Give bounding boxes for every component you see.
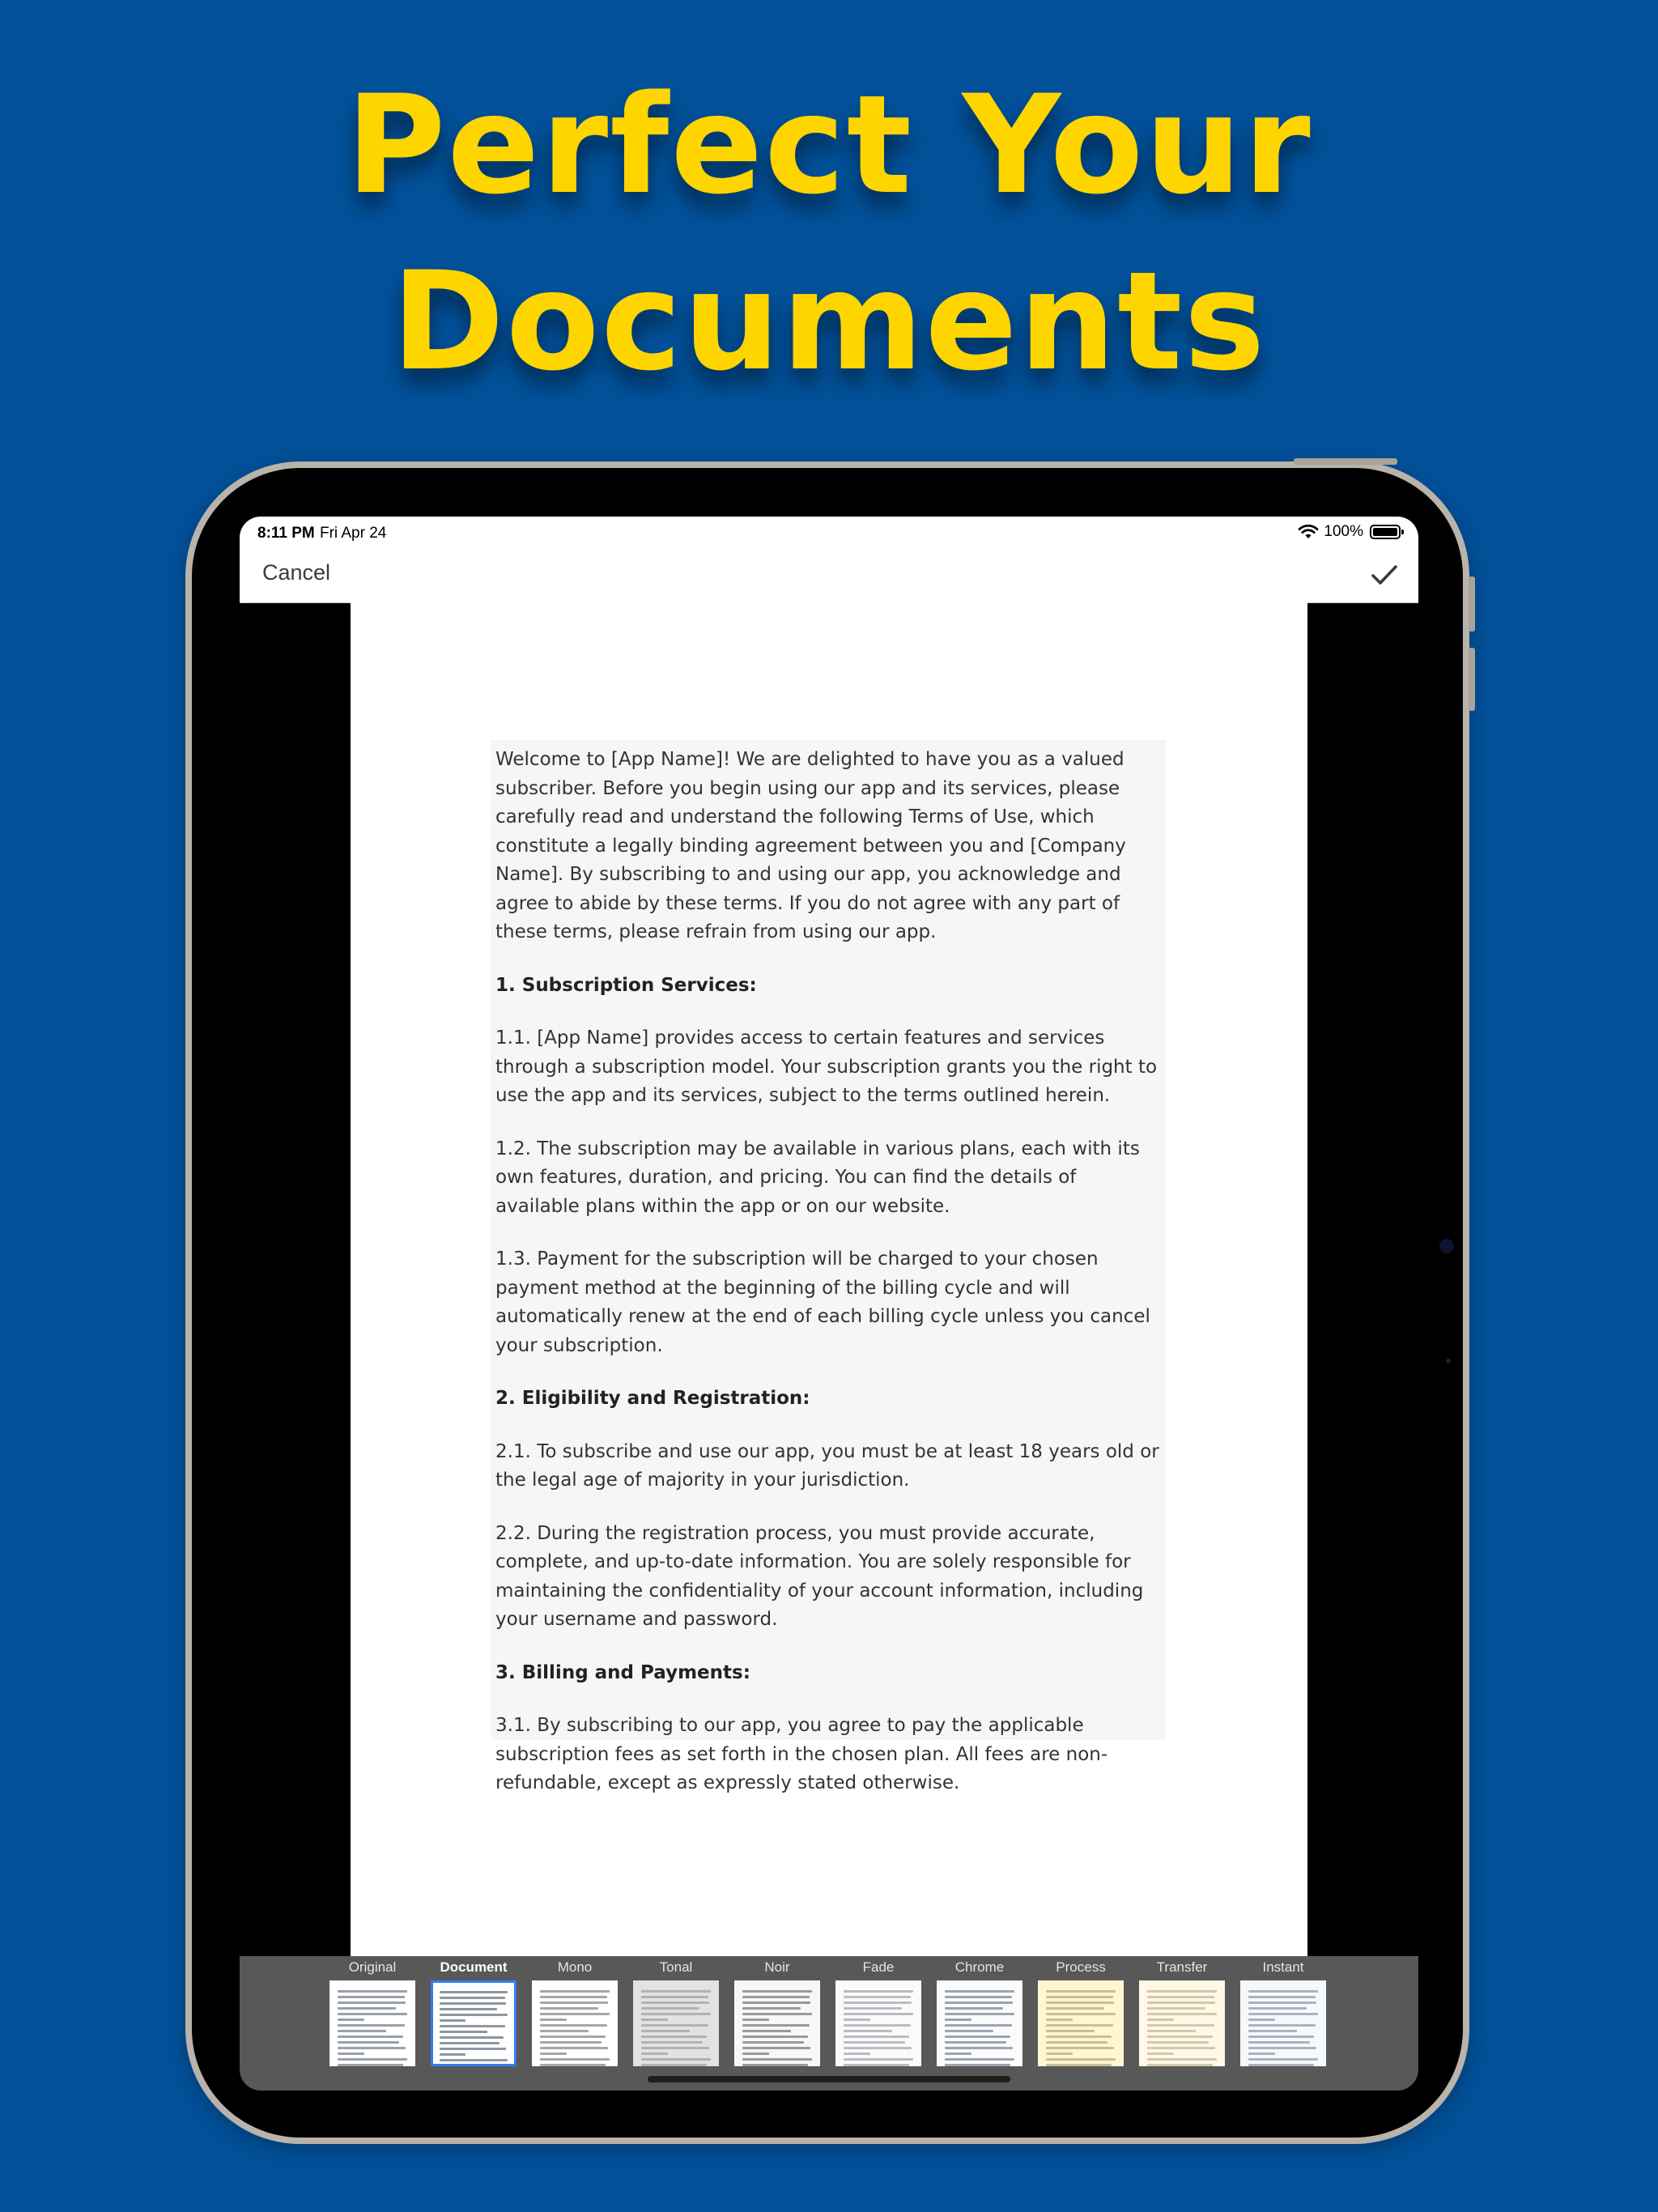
filter-label: Mono [557, 1959, 593, 1975]
filter-label: Document [440, 1959, 508, 1975]
thumbnail-text-line [844, 2058, 913, 2061]
thumbnail-text-line [1147, 2058, 1217, 2061]
thumbnail-text-line [844, 2047, 912, 2049]
section-heading: 1. Subscription Services: [495, 974, 757, 996]
nav-bar [240, 551, 1418, 603]
thumbnail-text-line [641, 2035, 707, 2038]
thumbnail-text-line [338, 2035, 403, 2038]
headline [0, 57, 1658, 410]
thumbnail-text-line [742, 2058, 812, 2061]
filter-label: Fade [862, 1959, 895, 1975]
thumbnail-text-line [1248, 2041, 1310, 2044]
thumbnail-text-line [641, 2064, 707, 2066]
document-page [351, 602, 1307, 1956]
thumbnail-text-line [1046, 2064, 1112, 2066]
thumbnail-text-line [742, 2052, 769, 2055]
filter-mono[interactable] [532, 1956, 618, 2069]
wifi-icon [1298, 524, 1319, 540]
thumbnail-text-line [641, 2018, 668, 2021]
filter-thumbnail [1038, 1980, 1124, 2066]
filter-noir[interactable] [734, 1956, 820, 2069]
thumbnail-text-line [1248, 2047, 1316, 2049]
thumbnail-text-line [1147, 2024, 1214, 2027]
status-indicators [1298, 523, 1401, 541]
filter-thumbnail [1139, 1980, 1225, 2066]
status-bar [240, 517, 1418, 551]
thumbnail-text-line [1147, 2030, 1196, 2032]
power-button [1294, 458, 1397, 465]
document-paragraph: 2.2. During the registration process, you must provide accurate, complete, and up-to-date information. You are solely responsible for maintaining the confidentiality of your account information, including your username and password. [495, 1522, 1144, 1630]
headline-line-2: Documents [391, 242, 1267, 401]
thumbnail-text-line [440, 1997, 505, 1999]
thumbnail-text-line [338, 2064, 403, 2066]
thumbnail-text-line [742, 2007, 801, 2010]
thumbnail-text-line [1046, 2058, 1116, 2061]
filter-original[interactable] [329, 1956, 415, 2069]
filter-label: Chrome [954, 1959, 1005, 1975]
thumbnail-text-line [338, 2041, 399, 2044]
thumbnail-text-line [742, 1996, 810, 1998]
filter-document[interactable] [431, 1956, 517, 2069]
document-paragraph: 1.1. [App Name] provides access to certain features and services through a subscription model. Your subscription grants you the right to use the app and its services, subject to the terms outlined herein. [495, 1027, 1158, 1106]
filter-thumbnail [431, 1980, 517, 2066]
thumbnail-text-line [945, 2024, 1012, 2027]
filter-thumbnail [835, 1980, 921, 2066]
thumbnail-text-line [440, 2042, 500, 2044]
thumbnail-text-line [1248, 2018, 1275, 2021]
status-time: 8:11 PM [257, 525, 315, 542]
thumbnail-text-line [338, 1990, 407, 1993]
thumbnail-text-line [1046, 2018, 1073, 2021]
thumbnail-text-line [945, 2001, 1013, 2004]
thumbnail-text-line [338, 2030, 386, 2032]
thumbnail-text-line [641, 2030, 690, 2032]
thumbnail-text-line [641, 2052, 668, 2055]
thumbnail-text-line [641, 2001, 709, 2004]
thumbnail-text-line [540, 2007, 598, 2010]
filter-instant[interactable] [1240, 1956, 1326, 2069]
thumbnail-text-line [641, 2013, 711, 2015]
filter-label: Tonal [659, 1959, 693, 1975]
thumbnail-text-line [844, 1990, 913, 1993]
thumbnail-text-line [440, 2002, 506, 2005]
thumbnail-text-line [1046, 2047, 1114, 2049]
thumbnail-text-line [1046, 2052, 1073, 2055]
thumbnail-text-line [1248, 2058, 1318, 2061]
document-paragraph: 2.1. To subscribe and use our app, you must be at least 18 years old or the legal age of majority in your jurisdiction. [495, 1440, 1159, 1491]
thumbnail-text-line [540, 1990, 610, 1993]
filter-label: Process [1056, 1959, 1106, 1975]
thumbnail-text-line [945, 2018, 971, 2021]
thumbnail-text-line [844, 2007, 902, 2010]
thumbnail-text-line [844, 2052, 870, 2055]
thumbnail-text-line [844, 2001, 912, 2004]
thumbnail-text-line [1147, 2041, 1209, 2044]
thumbnail-text-line [1046, 2007, 1104, 2010]
thumbnail-text-line [540, 2035, 606, 2038]
thumbnail-text-line [641, 2058, 711, 2061]
thumbnail-text-line [540, 2001, 608, 2004]
thumbnail-text-line [1147, 2035, 1213, 2038]
thumbnail-text-line [1046, 2001, 1114, 2004]
thumbnail-text-line [1248, 2035, 1314, 2038]
document-paragraph: 1.3. Payment for the subscription will be charged to your chosen payment method at the beginning of the billing cycle and will automatically renew at the end of each billing cycle unless you cancel your subscription. [495, 1249, 1150, 1356]
thumbnail-text-line [1046, 2024, 1113, 2027]
thumbnail-text-line [1147, 2007, 1205, 2010]
thumbnail-text-line [641, 1996, 708, 1998]
filter-transfer[interactable] [1139, 1956, 1225, 2069]
thumbnail-text-line [641, 2041, 703, 2044]
volume-up-button [1469, 576, 1475, 632]
thumbnail-text-line [1046, 2030, 1095, 2032]
thumbnail-text-line [440, 2036, 504, 2039]
thumbnail-text-line [1147, 2064, 1213, 2066]
screen [240, 517, 1418, 2091]
thumbnail-text-line [945, 2052, 971, 2055]
thumbnail-text-line [1147, 2047, 1215, 2049]
thumbnail-text-line [945, 2013, 1014, 2015]
section-heading: 2. Eligibility and Registration: [495, 1388, 810, 1409]
thumbnail-text-line [1147, 2013, 1217, 2015]
thumbnail-text-line [1248, 2013, 1318, 2015]
filter-thumbnail [1240, 1980, 1326, 2066]
camera-dot [1439, 1239, 1454, 1253]
thumbnail-text-line [338, 2007, 396, 2010]
thumbnail-text-line [1046, 1996, 1113, 1998]
thumbnail-text-line [338, 2052, 364, 2055]
thumbnail-text-line [945, 2035, 1010, 2038]
thumbnail-text-line [540, 2013, 610, 2015]
thumbnail-text-line [742, 1990, 812, 1993]
thumbnail-text-line [945, 1990, 1014, 1993]
thumbnail-text-line [742, 2035, 808, 2038]
thumbnail-text-line [641, 2047, 709, 2049]
filter-label: Original [348, 1959, 397, 1975]
thumbnail-text-line [742, 2013, 812, 2015]
filter-tonal[interactable] [633, 1956, 719, 2069]
thumbnail-text-line [540, 1996, 607, 1998]
thumbnail-text-line [540, 2018, 567, 2021]
thumbnail-text-line [742, 2047, 810, 2049]
volume-down-button [1469, 648, 1475, 711]
thumbnail-text-line [1248, 2052, 1275, 2055]
thumbnail-text-line [1147, 1996, 1214, 1998]
thumbnail-text-line [945, 2064, 1010, 2066]
thumbnail-text-line [540, 2058, 610, 2061]
headline-line-1: Perfect Your [346, 66, 1312, 224]
thumbnail-text-line [844, 2035, 909, 2038]
document-text [491, 740, 1165, 1793]
thumbnail-text-line [945, 2058, 1014, 2061]
thumbnail-text-line [440, 2059, 508, 2061]
thumbnail-text-line [641, 1990, 711, 1993]
thumbnail-text-line [540, 2030, 589, 2032]
thumbnail-text-line [440, 2019, 466, 2022]
thumbnail-text-line [1248, 2064, 1314, 2066]
thumbnail-text-line [440, 1991, 508, 1993]
thumbnail-text-line [945, 2041, 1006, 2044]
sensor-dot [1446, 1359, 1451, 1363]
thumbnail-text-line [440, 2031, 487, 2033]
filter-label: Instant [1262, 1959, 1304, 1975]
thumbnail-text-line [945, 2007, 1003, 2010]
battery-icon [1370, 525, 1401, 539]
thumbnail-text-line [1147, 2018, 1174, 2021]
thumbnail-text-line [742, 2064, 808, 2066]
thumbnail-text-line [1147, 2052, 1174, 2055]
thumbnail-text-line [742, 2041, 804, 2044]
checkmark-icon[interactable] [1370, 562, 1399, 588]
filter-thumbnail [329, 1980, 415, 2066]
thumbnail-text-line [1248, 2001, 1316, 2004]
thumbnail-text-line [1248, 1996, 1316, 1998]
thumbnail-text-line [1248, 2030, 1297, 2032]
thumbnail-text-line [1147, 1990, 1217, 1993]
thumbnail-text-line [338, 2047, 406, 2049]
thumbnail-text-line [440, 2053, 466, 2056]
thumbnail-text-line [1248, 2024, 1316, 2027]
thumbnail-text-line [338, 2024, 405, 2027]
thumbnail-text-line [1046, 2035, 1112, 2038]
thumbnail-text-line [1046, 2013, 1116, 2015]
thumbnail-text-line [440, 2048, 506, 2050]
cancel-button[interactable]: Cancel [262, 560, 331, 585]
thumbnail-text-line [338, 2018, 364, 2021]
thumbnail-text-line [844, 2064, 909, 2066]
thumbnail-text-line [440, 2065, 504, 2066]
thumbnail-text-line [844, 2030, 892, 2032]
filter-strip [240, 1956, 1418, 2091]
battery-percentage: 100% [1324, 523, 1363, 540]
thumbnail-text-line [540, 2064, 606, 2066]
filter-fade[interactable] [835, 1956, 921, 2069]
thumbnail-text-line [945, 1996, 1012, 1998]
filter-thumbnail [937, 1980, 1022, 2066]
thumbnail-text-line [540, 2041, 602, 2044]
document-paragraph: 1.2. The subscription may be available in various plans, each with its own features, duration, and pricing. You can find the details of available plans within the app or on our website. [495, 1138, 1140, 1217]
thumbnail-text-line [945, 2030, 993, 2032]
thumbnail-text-line [1248, 1990, 1318, 1993]
thumbnail-text-line [844, 2013, 913, 2015]
thumbnail-text-line [641, 2007, 699, 2010]
thumbnail-text-line [742, 2001, 810, 2004]
filter-process[interactable] [1038, 1956, 1124, 2069]
thumbnail-text-line [742, 2024, 810, 2027]
thumbnail-text-line [440, 2025, 505, 2027]
thumbnail-text-line [338, 1996, 405, 1998]
home-indicator[interactable] [648, 2076, 1010, 2082]
document-paragraph: 3.1. By subscribing to our app, you agree to pay the applicable subscription fees as set forth in the chosen plan. All fees are non-refundable, except as expressly stated otherwise. [495, 1715, 1108, 1793]
filter-label: Transfer [1156, 1959, 1208, 1975]
thumbnail-text-line [440, 2008, 497, 2010]
thumbnail-text-line [742, 2030, 791, 2032]
document-paragraph: Welcome to [App Name]! We are delighted to have you as a valued subscriber. Before you begin using our app and its services, please carefully read and understand the following Terms of Use, which constitute a legally binding agreement between you and [Company Name]. By subscribing to and using our app, you acknowledge and agree to abide by these terms. If you do not agree with any part of these terms, please refrain from using our app. [495, 749, 1126, 942]
thumbnail-text-line [1147, 2001, 1215, 2004]
thumbnail-text-line [844, 1996, 911, 1998]
thumbnail-text-line [1248, 2007, 1307, 2010]
thumbnail-text-line [440, 2014, 508, 2016]
thumbnail-text-line [742, 2018, 769, 2021]
filter-chrome[interactable] [937, 1956, 1022, 2069]
thumbnail-text-line [844, 2018, 870, 2021]
status-date: Fri Apr 24 [320, 525, 387, 542]
thumbnail-text-line [338, 2001, 406, 2004]
filter-label: Noir [764, 1959, 790, 1975]
thumbnail-text-line [945, 2047, 1013, 2049]
thumbnail-text-line [1046, 1990, 1116, 1993]
thumbnail-text-line [844, 2024, 911, 2027]
thumbnail-text-line [338, 2013, 407, 2015]
thumbnail-text-line [844, 2041, 905, 2044]
thumbnail-text-line [540, 2052, 567, 2055]
thumbnail-text-line [1046, 2041, 1107, 2044]
section-heading: 3. Billing and Payments: [495, 1661, 750, 1683]
thumbnail-text-line [641, 2024, 708, 2027]
thumbnail-text-line [540, 2047, 608, 2049]
thumbnail-text-line [540, 2024, 607, 2027]
filter-thumbnail [532, 1980, 618, 2066]
filter-thumbnail [633, 1980, 719, 2066]
thumbnail-text-line [338, 2058, 407, 2061]
filter-thumbnail [734, 1980, 820, 2066]
